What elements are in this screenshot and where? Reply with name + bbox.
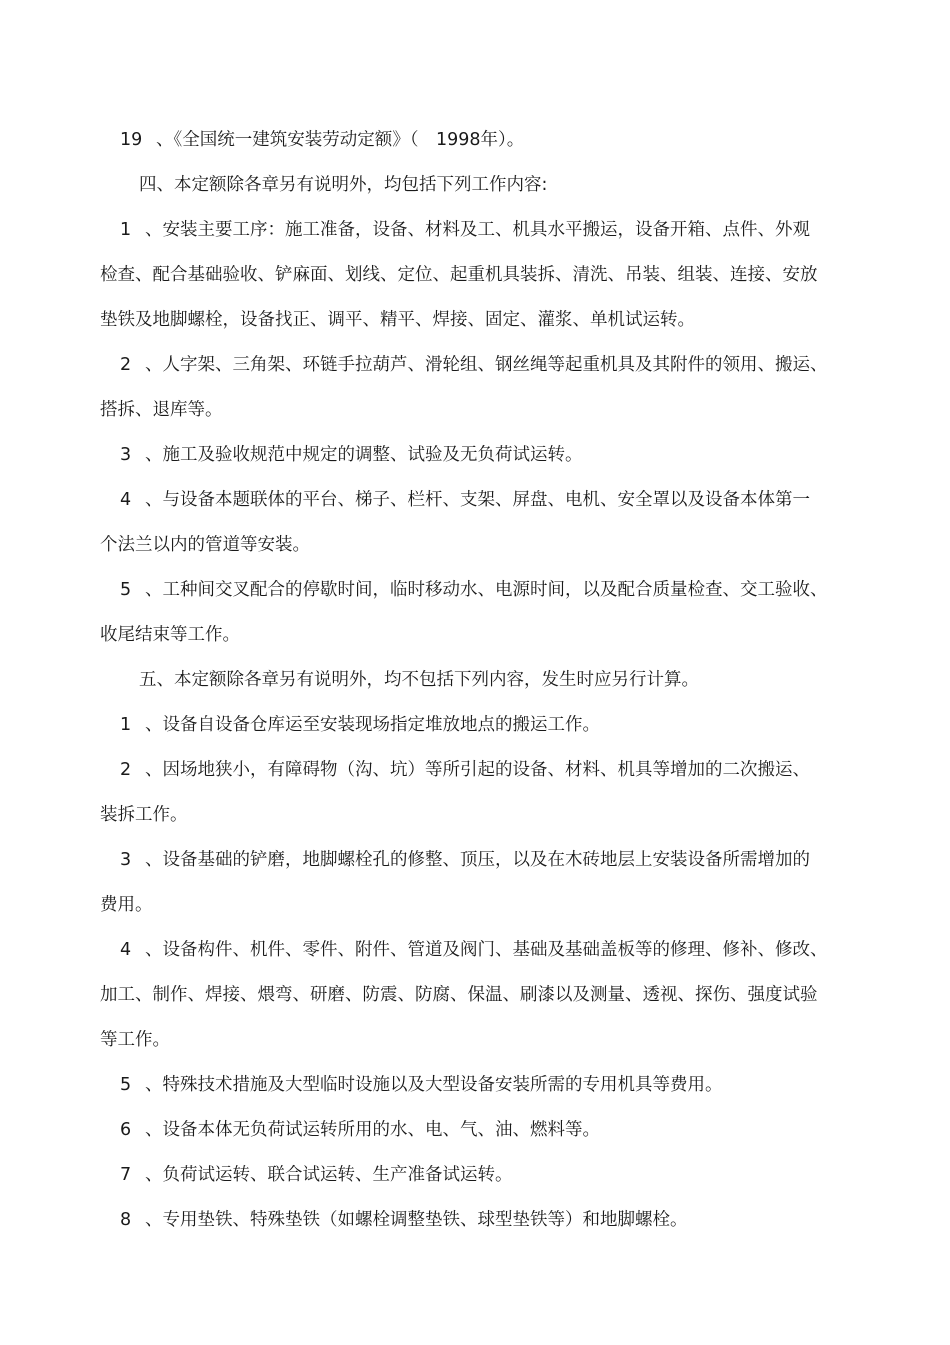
list-item: [0, 485, 950, 515]
item-number: 19: [120, 130, 143, 150]
item-text: 、《全国统一建筑安装劳动定额》（ 1998年）。: [156, 130, 525, 150]
list-item-continuation: 费用。: [100, 895, 153, 915]
list-item: [0, 215, 950, 245]
item-text: 、因场地狭小，有障碍物（沟、坑）等所引起的设备、材料、机具等增加的二次搬运、: [145, 760, 810, 780]
list-item-continuation: 装拆工作。: [100, 805, 188, 825]
list-item: [0, 440, 950, 470]
item-text: 、设备本体无负荷试运转所用的水、电、气、油、燃料等。: [145, 1120, 600, 1140]
item-number: 1: [120, 715, 132, 735]
list-item: [0, 1160, 950, 1190]
section-heading-4: 四、本定额除各章另有说明外，均包括下列工作内容:: [139, 175, 548, 195]
list-item-continuation: 检查、配合基础验收、铲麻面、划线、定位、起重机具装拆、清洗、吊装、组装、连接、安放: [100, 265, 818, 285]
list-item-continuation: 垫铁及地脚螺栓，设备找正、调平、精平、焊接、固定、灌浆、单机试运转。: [100, 310, 695, 330]
item-number: 6: [120, 1120, 132, 1140]
item-number: 1: [120, 220, 132, 240]
item-text: 、工种间交叉配合的停歇时间，临时移动水、电源时间，以及配合质量检查、交工验收、: [145, 580, 828, 600]
list-item-19: [0, 125, 950, 155]
item-number: 4: [120, 490, 132, 510]
item-number: 8: [120, 1210, 132, 1230]
list-item: [0, 1115, 950, 1145]
item-text: 、设备基础的铲磨，地脚螺栓孔的修整、顶压，以及在木砖地层上安装设备所需增加的: [145, 850, 810, 870]
item-number: 2: [120, 760, 132, 780]
list-item: [0, 845, 950, 875]
item-text: 、施工及验收规范中规定的调整、试验及无负荷试运转。: [145, 445, 583, 465]
item-number: 7: [120, 1165, 132, 1185]
list-item: [0, 935, 950, 965]
list-item: [0, 575, 950, 605]
item-number: 4: [120, 940, 132, 960]
list-item-continuation: 个法兰以内的管道等安装。: [100, 535, 310, 555]
section-heading-5: 五、本定额除各章另有说明外，均不包括下列内容，发生时应另行计算。: [139, 670, 699, 690]
item-text: 、设备自设备仓库运至安装现场指定堆放地点的搬运工作。: [145, 715, 600, 735]
list-item-continuation: 等工作。: [100, 1030, 170, 1050]
item-number: 2: [120, 355, 132, 375]
item-number: 3: [120, 850, 132, 870]
item-text: 、安装主要工序：施工准备，设备、材料及工、机具水平搬运，设备开箱、点件、外观: [145, 220, 810, 240]
item-text: 、设备构件、机件、零件、附件、管道及阀门、基础及基础盖板等的修理、修补、修改、: [145, 940, 828, 960]
list-item-continuation: 搭拆、退库等。: [100, 400, 223, 420]
list-item-continuation: 收尾结束等工作。: [100, 625, 240, 645]
item-text: 、与设备本题联体的平台、梯子、栏杆、支架、屏盘、电机、安全罩以及设备本体第一: [145, 490, 810, 510]
item-text: 、人字架、三角架、环链手拉葫芦、滑轮组、钢丝绳等起重机具及其附件的领用、搬运、: [145, 355, 828, 375]
item-number: 3: [120, 445, 132, 465]
list-item: [0, 1205, 950, 1235]
item-text: 、专用垫铁、特殊垫铁（如螺栓调整垫铁、球型垫铁等）和地脚螺栓。: [145, 1210, 688, 1230]
item-number: 5: [120, 580, 132, 600]
item-text: 、特殊技术措施及大型临时设施以及大型设备安装所需的专用机具等费用。: [145, 1075, 723, 1095]
list-item-continuation: 加工、制作、焊接、煨弯、研磨、防震、防腐、保温、刷漆以及测量、透视、探伤、强度试验: [100, 985, 818, 1005]
list-item: [0, 755, 950, 785]
item-number: 5: [120, 1075, 132, 1095]
list-item: [0, 710, 950, 740]
item-text: 、负荷试运转、联合试运转、生产准备试运转。: [145, 1165, 513, 1185]
list-item: [0, 1070, 950, 1100]
list-item: [0, 350, 950, 380]
